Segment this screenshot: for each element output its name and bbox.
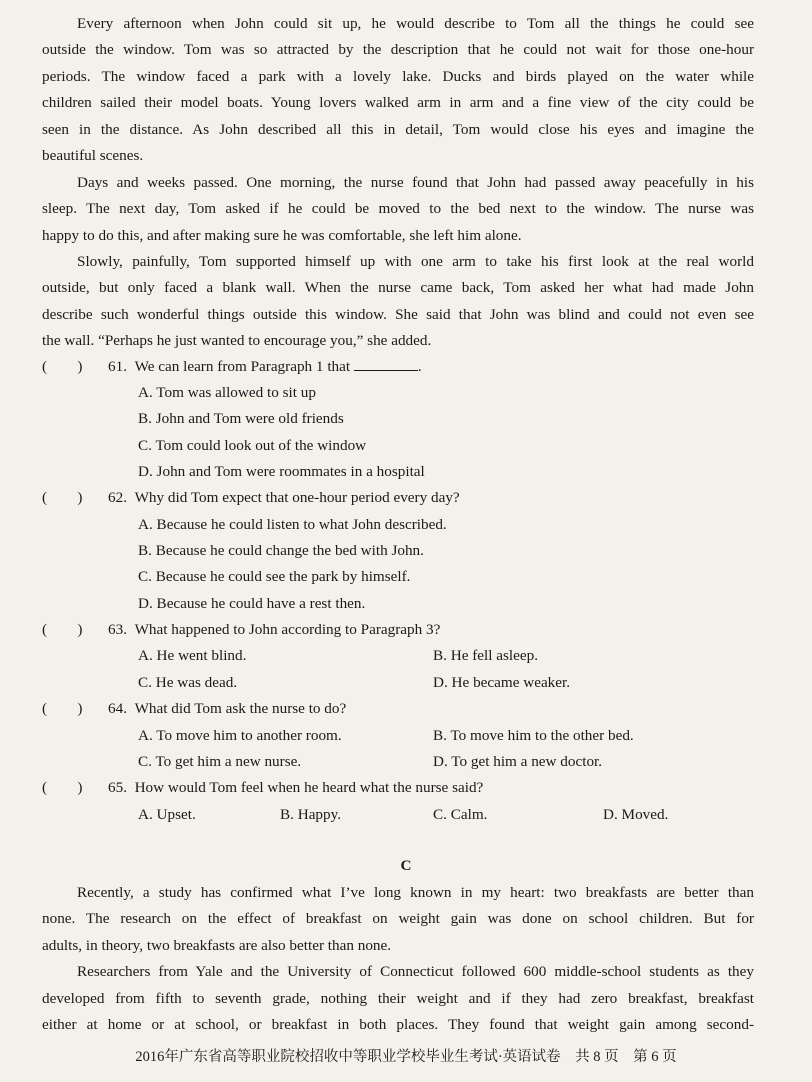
option-64-d[interactable]: D. To get him a new doctor. bbox=[433, 753, 603, 770]
option-64-b[interactable]: B. To move him to the other bed. bbox=[433, 727, 634, 744]
question-stem: We can learn from Paragraph 1 that bbox=[134, 358, 351, 375]
question-stem-end: . bbox=[417, 358, 422, 375]
passage-line: sleep. The next day, Tom asked if he could be moved to the bed next to the window. The nurse was bbox=[42, 200, 754, 217]
option-61-d[interactable]: D. John and Tom were roommates in a hospital bbox=[138, 463, 425, 480]
option-65-c[interactable]: C. Calm. bbox=[433, 806, 488, 823]
answer-blank-65[interactable]: ( ) bbox=[42, 779, 83, 796]
option-65-a[interactable]: A. Upset. bbox=[138, 806, 196, 823]
option-63-a[interactable]: A. He went blind. bbox=[138, 647, 247, 664]
section-heading: C bbox=[400, 857, 412, 874]
option-65-d[interactable]: D. Moved. bbox=[603, 806, 669, 823]
option-62-b[interactable]: B. Because he could change the bed with John. bbox=[138, 542, 424, 559]
question-61 bbox=[108, 358, 422, 376]
fill-blank bbox=[354, 358, 418, 371]
answer-blank-62[interactable]: ( ) bbox=[42, 489, 83, 506]
passage-line: Researchers from Yale and the University of Connecticut followed 600 middle-school students as they bbox=[77, 963, 754, 980]
option-62-a[interactable]: A. Because he could listen to what John described. bbox=[138, 516, 447, 533]
passage-line: seen in the distance. As John described all this in detail, Tom would close his eyes and imagine the bbox=[42, 121, 754, 138]
option-65-b[interactable]: B. Happy. bbox=[280, 806, 342, 823]
option-64-a[interactable]: A. To move him to another room. bbox=[138, 727, 342, 744]
passage-line: beautiful scenes. bbox=[42, 147, 144, 164]
question-65 bbox=[108, 779, 483, 797]
answer-blank-61[interactable]: ( ) bbox=[42, 358, 83, 375]
question-63 bbox=[108, 621, 440, 639]
passage-line: Every afternoon when John could sit up, he would describe to Tom all the things he could see bbox=[77, 15, 754, 32]
passage-line: describe such wonderful things outside this window. She said that John was blind and could not even see bbox=[42, 306, 754, 323]
question-64 bbox=[108, 700, 346, 718]
passage-line: the wall. “Perhaps he just wanted to encourage you,” she added. bbox=[42, 332, 432, 349]
passage-line: periods. The window faced a park with a lovely lake. Ducks and birds played on the water while bbox=[42, 68, 754, 85]
passage-line: adults, in theory, two breakfasts are also better than none. bbox=[42, 937, 392, 954]
option-61-b[interactable]: B. John and Tom were old friends bbox=[138, 410, 344, 427]
question-stem: What happened to John according to Paragraph 3? bbox=[134, 621, 441, 638]
option-64-c[interactable]: C. To get him a new nurse. bbox=[138, 753, 302, 770]
answer-blank-63[interactable]: ( ) bbox=[42, 621, 83, 638]
passage-line: outside the window. Tom was so attracted by the description that he could not wait for those one-hour bbox=[42, 41, 754, 58]
question-stem: Why did Tom expect that one-hour period every day? bbox=[134, 489, 460, 506]
question-stem: What did Tom ask the nurse to do? bbox=[134, 700, 347, 717]
passage-line: Days and weeks passed. One morning, the nurse found that John had passed away peacefully in his bbox=[77, 174, 754, 191]
passage-line: Recently, a study has confirmed what I’ve long known in my heart: two breakfasts are better than bbox=[77, 884, 754, 901]
page-footer: 2016年广东省高等职业院校招收中等职业学校毕业生考试·英语试卷 共 8 页 第 6 页 bbox=[135, 1049, 677, 1065]
passage-line: outside, but only faced a blank wall. When the nurse came back, Tom asked her what had made John bbox=[42, 279, 754, 296]
question-number: 63. bbox=[108, 621, 127, 638]
answer-blank-64[interactable]: ( ) bbox=[42, 700, 83, 717]
option-63-c[interactable]: C. He was dead. bbox=[138, 674, 238, 691]
passage-line: either at home or at school, or breakfast in both places. They found that weight gain among second- bbox=[42, 1016, 754, 1033]
option-61-c[interactable]: C. Tom could look out of the window bbox=[138, 437, 367, 454]
option-62-c[interactable]: C. Because he could see the park by himself. bbox=[138, 568, 411, 585]
question-number: 62. bbox=[108, 489, 127, 506]
option-63-b[interactable]: B. He fell asleep. bbox=[433, 647, 539, 664]
passage-line: Slowly, painfully, Tom supported himself up with one arm to take his first look at the real world bbox=[77, 253, 754, 270]
question-62 bbox=[108, 489, 460, 507]
question-stem: How would Tom feel when he heard what the nurse said? bbox=[134, 779, 484, 796]
passage-line: happy to do this, and after making sure he was comfortable, she left him alone. bbox=[42, 227, 522, 244]
passage-line: children sailed their model boats. Young lovers walked arm in arm and a fine view of the city could be bbox=[42, 94, 754, 111]
passage-line: none. The research on the effect of breakfast on weight gain was done on school children. But for bbox=[42, 910, 754, 927]
passage-line: developed from fifth to seventh grade, nothing their weight and if they had zero breakfast, breakfast bbox=[42, 990, 754, 1007]
question-number: 61. bbox=[108, 358, 127, 375]
option-63-d[interactable]: D. He became weaker. bbox=[433, 674, 571, 691]
option-62-d[interactable]: D. Because he could have a rest then. bbox=[138, 595, 366, 612]
question-number: 64. bbox=[108, 700, 127, 717]
option-61-a[interactable]: A. Tom was allowed to sit up bbox=[138, 384, 316, 401]
question-number: 65. bbox=[108, 779, 127, 796]
